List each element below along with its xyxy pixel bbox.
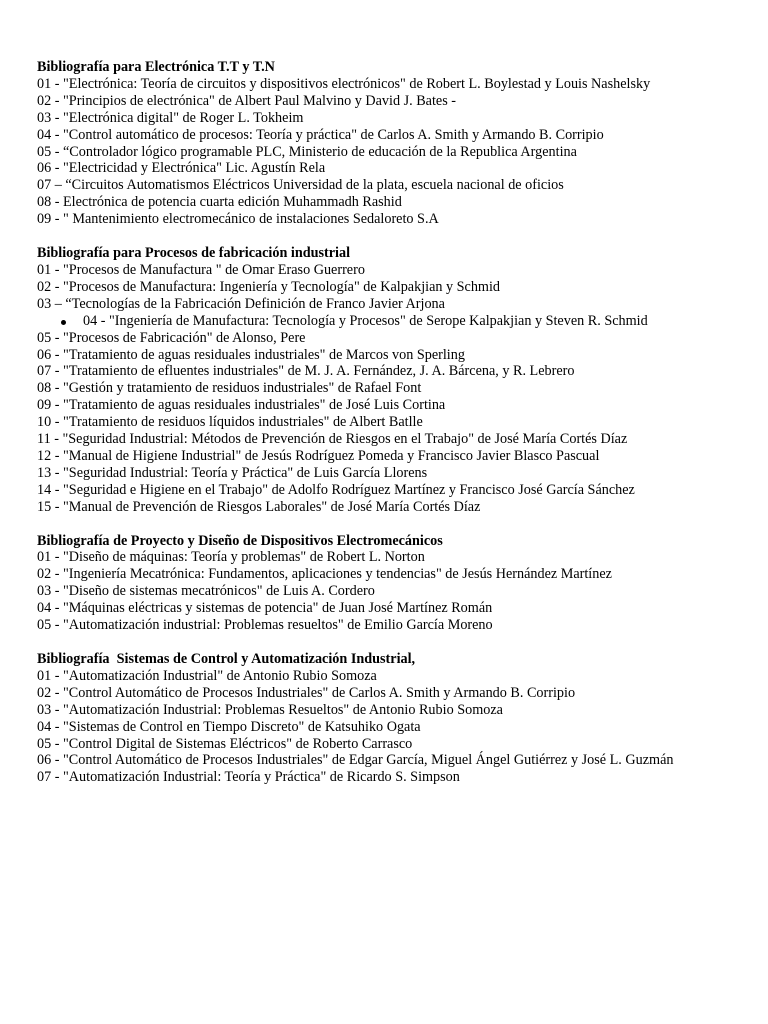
list-item: 01 - "Electrónica: Teoría de circuitos y dispositivos electrónicos" de Robert L. Boylestad y Louis Nashelsky bbox=[37, 75, 651, 92]
list-item: 01 - "Procesos de Manufactura " de Omar Eraso Guerrero bbox=[37, 261, 365, 278]
list-item: 15 - "Manual de Prevención de Riesgos Laborales" de José María Cortés Díaz bbox=[37, 498, 481, 515]
list-item: 11 - "Seguridad Industrial: Métodos de Prevención de Riesgos en el Trabajo" de José María Cortés Díaz bbox=[37, 431, 628, 448]
list-item: 09 - "Tratamiento de aguas residuales industriales" de José Luis Cortina bbox=[37, 397, 446, 414]
list-item: 06 - "Electricidad y Electrónica" Lic. Agustín Rela bbox=[37, 160, 326, 177]
list-item: 04 - "Control automático de procesos: Teoría y práctica" de Carlos A. Smith y Armando B. Corripio bbox=[37, 126, 604, 143]
list-item: 05 - "Automatización industrial: Problemas resueltos" de Emilio García Moreno bbox=[37, 617, 493, 634]
list-item: 05 - "Control Digital de Sistemas Eléctricos" de Roberto Carrasco bbox=[37, 735, 413, 752]
list-item: 09 - " Mantenimiento electromecánico de instalaciones Sedaloreto S.A bbox=[37, 211, 439, 228]
list-item: 12 - "Manual de Higiene Industrial" de Jesús Rodríguez Pomeda y Francisco Javier Blasco Pascual bbox=[37, 447, 600, 464]
bulleted-list-item bbox=[37, 313, 737, 330]
list-item-text: 04 - "Ingeniería de Manufactura: Tecnología y Procesos" de Serope Kalpakjian y Steven R. Schmid bbox=[83, 312, 648, 329]
list-item: 10 - "Tratamiento de residuos líquidos industriales" de Albert Batlle bbox=[37, 414, 423, 431]
section-heading: Bibliografía Sistemas de Control y Automatización Industrial, bbox=[37, 651, 416, 667]
bullet-icon bbox=[61, 320, 66, 325]
list-item: 01 - "Automatización Industrial" de Antonio Rubio Somoza bbox=[37, 667, 377, 684]
list-item: 05 - “Controlador lógico programable PLC, Ministerio de educación de la Republica Argentina bbox=[37, 143, 577, 160]
list-item: 02 - "Control Automático de Procesos Industriales" de Carlos A. Smith y Armando B. Corripio bbox=[37, 684, 576, 701]
list-item: 04 - "Sistemas de Control en Tiempo Discreto" de Katsuhiko Ogata bbox=[37, 718, 421, 735]
list-item: 02 - "Ingeniería Mecatrónica: Fundamentos, aplicaciones y tendencias" de Jesús Hernández Martínez bbox=[37, 566, 612, 583]
list-item: 04 - "Máquinas eléctricas y sistemas de potencia" de Juan José Martínez Román bbox=[37, 600, 493, 617]
section-proyecto-diseno bbox=[37, 533, 737, 634]
list-item: 02 - "Principios de electrónica" de Albert Paul Malvino y David J. Bates - bbox=[37, 92, 456, 109]
list-item: 06 - "Control Automático de Procesos Industriales" de Edgar García, Miguel Ángel Gutiérrez y José L. Guzmán bbox=[37, 752, 674, 769]
list-item: 08 - Electrónica de potencia cuarta edición Muhammadh Rashid bbox=[37, 194, 402, 211]
list-item: 14 - "Seguridad e Higiene en el Trabajo" de Adolfo Rodríguez Martínez y Francisco José García Sánchez bbox=[37, 481, 635, 498]
list-item: 01 - "Diseño de máquinas: Teoría y problemas" de Robert L. Norton bbox=[37, 549, 425, 566]
section-heading: Bibliografía de Proyecto y Diseño de Dispositivos Electromecánicos bbox=[37, 532, 443, 549]
list-item: 07 - "Automatización Industrial: Teoría y Práctica" de Ricardo S. Simpson bbox=[37, 769, 460, 786]
section-heading: Bibliografía para Procesos de fabricación industrial bbox=[37, 245, 351, 262]
list-item: 03 - "Automatización Industrial: Problemas Resueltos" de Antonio Rubio Somoza bbox=[37, 701, 503, 718]
section-electronica bbox=[37, 59, 737, 228]
list-item: 05 - "Procesos de Fabricación" de Alonso, Pere bbox=[37, 329, 306, 346]
list-item: 08 - "Gestión y tratamiento de residuos industriales" de Rafael Font bbox=[37, 380, 422, 397]
list-item: 03 - "Diseño de sistemas mecatrónicos" de Luis A. Cordero bbox=[37, 583, 375, 600]
list-item: 07 - "Tratamiento de efluentes industriales" de M. J. A. Fernández, J. A. Bárcena, y R. Lebrero bbox=[37, 363, 575, 380]
list-item: 06 - "Tratamiento de aguas residuales industriales" de Marcos von Sperling bbox=[37, 346, 465, 363]
list-item: 03 – “Tecnologías de la Fabricación Definición de Franco Javier Arjona bbox=[37, 295, 445, 312]
section-heading: Bibliografía para Electrónica T.T y T.N bbox=[37, 59, 275, 75]
section-control-automatizacion bbox=[37, 651, 737, 786]
list-item: 07 – “Circuitos Automatismos Eléctricos Universidad de la plata, escuela nacional de oficios bbox=[37, 177, 564, 194]
list-item: 03 - "Electrónica digital" de Roger L. Tokheim bbox=[37, 109, 304, 126]
section-procesos-fabricacion bbox=[37, 245, 737, 516]
list-item: 13 - "Seguridad Industrial: Teoría y Práctica" de Luis García Llorens bbox=[37, 464, 428, 481]
document-page bbox=[37, 59, 737, 803]
list-item: 02 - "Procesos de Manufactura: Ingeniería y Tecnología" de Kalpakjian y Schmid bbox=[37, 278, 501, 295]
